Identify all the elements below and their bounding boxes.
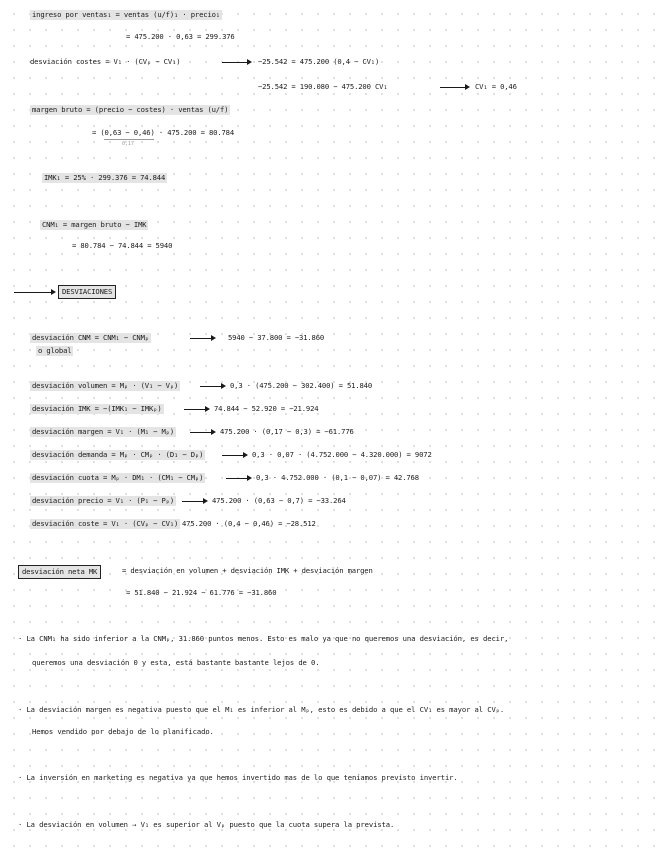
arrow: [190, 338, 212, 339]
global-label: o global: [38, 346, 72, 355]
arrow-head: [203, 498, 208, 504]
section-arrow: [14, 292, 52, 293]
desviacion-imk-result: 74.844 − 52.920 = −21.924: [214, 404, 319, 413]
underline: [104, 139, 154, 140]
arrow: [226, 478, 248, 479]
desviacion-neta-formula: = desviación en volumen + desviación IMK + desviación margen: [122, 566, 373, 575]
desviaciones-heading: DESVIACIONES: [58, 285, 116, 299]
note-2-line-2: Hemos vendido por debajo de lo planificado.: [32, 727, 214, 736]
arrow-head: [247, 475, 252, 481]
desviacion-imk-formula: desviación IMK = −(IMK₁ − IMKₚ): [32, 404, 162, 413]
desviacion-costes-eq1: −25.542 = 475.200 (0,4 − CV₁): [258, 57, 380, 66]
arrow: [222, 455, 244, 456]
desviacion-costes-formula: desviación costes = V₁ · (CVₚ − CV₁): [30, 57, 181, 66]
arrow-head: [243, 452, 248, 458]
cnm-formula: CNM₁ = margen bruto − IMK: [42, 220, 147, 229]
desviacion-cnm-formula: desviación CNM = CNM₁ − CNMₚ: [32, 333, 149, 342]
cv-result: CV₁ = 0,46: [475, 82, 517, 91]
arrow: [440, 87, 466, 88]
desviacion-demanda-result: 0,3 · 0,07 · (4.752.000 − 4.320.000) = 9072: [252, 450, 432, 459]
arrow-head: [211, 335, 216, 341]
margen-bruto-formula: margen bruto = (precio − costes) · ventas (u/f): [32, 105, 229, 114]
desviacion-costes-eq2: −25.542 = 190.080 − 475.200 CV₁: [258, 82, 388, 91]
margen-bruto-result: = (0,63 − 0,46) · 475.200 = 80.784: [92, 128, 235, 137]
arrow-head: [211, 429, 216, 435]
arrow: [200, 386, 222, 387]
note-3: · La inversión en marketing es negativa ya que hemos invertido mas de lo que teníamos previsto invertir.: [18, 773, 458, 782]
desviacion-coste-result: 475.200 · (0,4 − 0,46) = −28.512: [182, 519, 316, 528]
desviacion-precio-formula: desviación precio = V₁ · (P₁ − Pₚ): [32, 496, 175, 505]
cnm-result: = 80.784 − 74.844 = 5940: [72, 241, 173, 250]
desviacion-neta-result: = 51.840 − 21.924 − 61.776 = −31.860: [126, 588, 277, 597]
note-4: · La desviación en volumen → V₁ es superior al Vₚ puesto que la cuota supera la prevista.: [18, 820, 395, 829]
desviacion-margen-result: 475.200 · (0,17 − 0,3) = −61.776: [220, 427, 354, 436]
desviacion-margen-formula: desviación margen = V₁ · (M₁ − Mₚ): [32, 427, 175, 436]
arrow: [184, 409, 206, 410]
desviacion-precio-result: 475.200 · (0,63 − 0,7) = −33.264: [212, 496, 346, 505]
note-1-line-1: · La CNM₁ ha sido inferior a la CNMₚ, 31.860 puntos menos. Esto es malo ya que no queremos una desviación, es decir,: [18, 634, 509, 643]
note-2-line-1: · La desviación margen es negativa puesto que el M₁ es inferior al Mₚ, esto es debido a que el CV₁ es mayor al CVₚ.: [18, 705, 505, 714]
arrow: [182, 501, 204, 502]
arrow-head: [465, 84, 470, 90]
desviacion-demanda-formula: desviación demanda = Mₚ · CMₚ · (D₁ − Dₚ): [32, 450, 204, 459]
arrow: [190, 432, 212, 433]
desviacion-coste-formula: desviación coste = V₁ · (CVₚ − CV₁): [32, 519, 179, 528]
imk-result: IMK₁ = 25% · 299.376 = 74.844: [44, 173, 166, 182]
ingreso-ventas-result: = 475.200 · 0,63 = 299.376: [126, 32, 235, 41]
desviacion-cuota-result: 0,3 · 4.752.000 · (0,1 − 0,07) = 42.768: [256, 473, 419, 482]
section-arrow-head: [51, 289, 56, 295]
margin-subnote: 0,17: [122, 141, 135, 147]
desviacion-cnm-result: 5940 − 37.800 = −31.860: [228, 333, 325, 342]
desviacion-volumen-formula: desviación volumen = Mₚ · (V₁ − Vₚ): [32, 381, 179, 390]
note-1-line-2: queremos una desviación 0 y esta, está bastante bastante lejos de 0.: [32, 658, 320, 667]
arrow-head: [221, 383, 226, 389]
desviacion-neta-mk-box: desviación neta MK: [18, 565, 101, 579]
arrow-head: [247, 59, 252, 65]
desviacion-volumen-result: 0,3 · (475.200 − 302.400) = 51.840: [230, 381, 373, 390]
ingreso-ventas-formula: ingreso por ventas₁ = ventas (u/f)₁ · precio₁: [32, 10, 220, 19]
arrow-head: [205, 406, 210, 412]
desviacion-cuota-formula: desviación cuota = Mₚ · DM₁ · (CM₁ − CMₚ): [32, 473, 204, 482]
arrow: [222, 62, 248, 63]
